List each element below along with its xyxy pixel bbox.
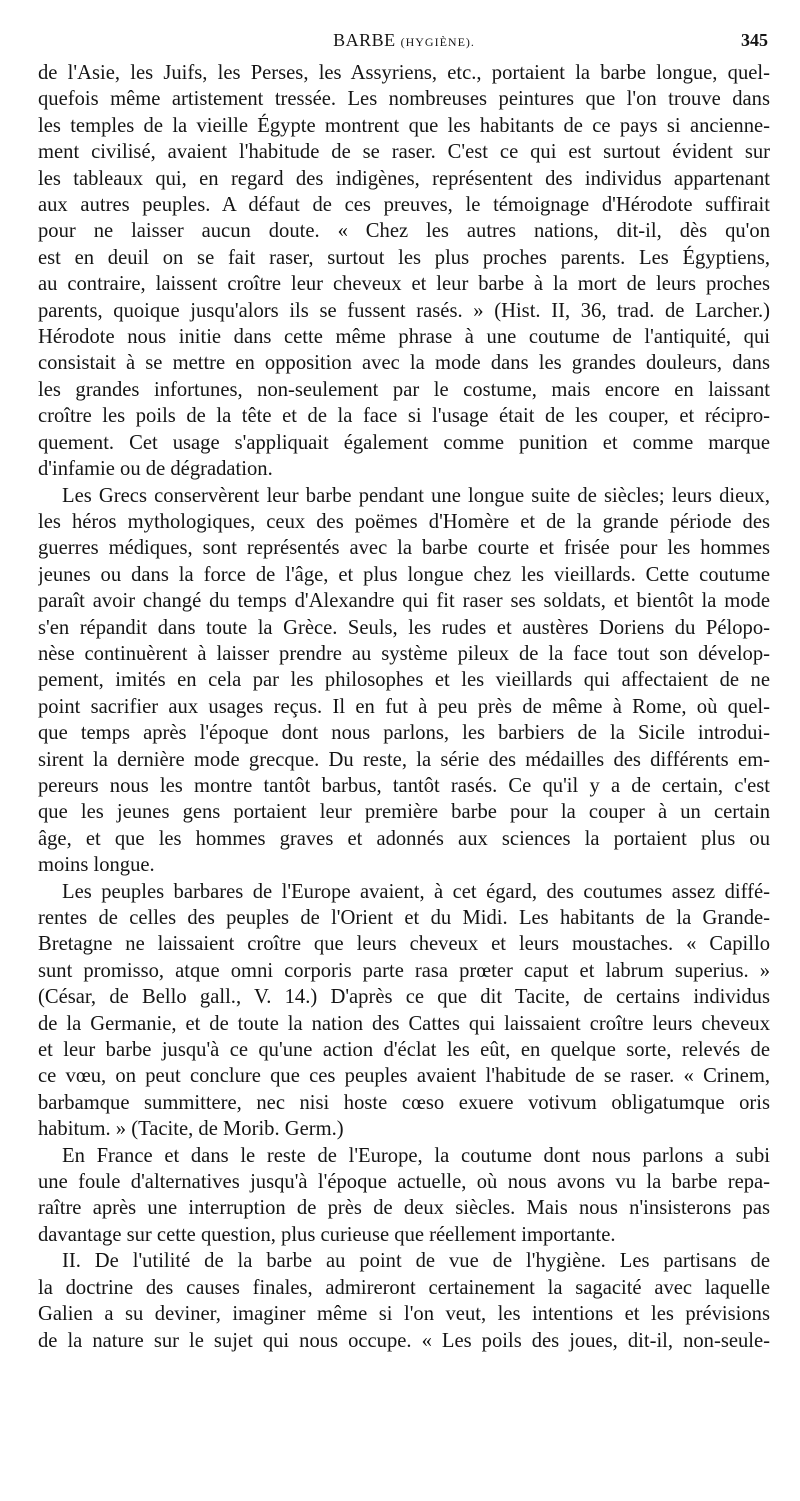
running-title-sub: (HYGIÈNE).: [400, 35, 475, 49]
text-line: Bretagne ne laissaient croître que leurs cheveux et leurs moustaches. « Capillo: [38, 933, 770, 956]
text-line: Les Grecs conservèrent leur barbe pendant une longue suite de siècles; leurs dieux,: [62, 484, 770, 507]
text-line: aux autres peuples. A défaut de ces preuves, le témoignage d'Hérodote suffirait: [38, 194, 770, 217]
text-line: quefois même artistement tressée. Les nombreuses peintures que l'on trouve dans: [38, 88, 770, 111]
text-line: et leur barbe jusqu'à ce qu'une action d'éclat les eût, en quelque sorte, relevés de: [38, 1039, 770, 1062]
text-line: les tableaux qui, en regard des indigènes, représentent des individus appartenant: [38, 167, 770, 190]
text-line: II. De l'utilité de la barbe au point de vue de l'hygiène. Les partisans de: [62, 1250, 770, 1273]
text-line: est en deuil on se fait raser, surtout les plus proches parents. Les Égyptiens,: [38, 246, 770, 269]
text-line: jeunes ou dans la force de l'âge, et plus longue chez les vieillards. Cette coutume: [38, 563, 770, 586]
text-line: parents, quoique jusqu'alors ils se fussent rasés. » (Hist. II, 36, trad. de Larcher.): [38, 299, 770, 322]
text-line: d'infamie ou de dégradation.: [38, 458, 273, 481]
text-line: s'en répandit dans toute la Grèce. Seuls, les rudes et austères Doriens du Pélopo-: [38, 616, 770, 639]
text-line: croître les poils de la tête et de la face si l'usage était de les couper, et récipro-: [38, 405, 770, 428]
text-line: quement. Cet usage s'appliquait également comme punition et comme marque: [38, 431, 770, 454]
book-page: [38, 28, 770, 1354]
text-line: (César, de Bello gall., V. 14.) D'après ce que dit Tacite, de certains individus: [38, 986, 770, 1009]
text-line: de la nature sur le sujet qui nous occupe. « Les poils des joues, dit-il, non-seule-: [38, 1329, 770, 1352]
page-number: 345: [741, 30, 768, 50]
text-line: Hérodote nous initie dans cette même phrase à une coutume de l'antiquité, qui: [38, 326, 770, 349]
text-line: de l'Asie, les Juifs, les Perses, les Assyriens, etc., portaient la barbe longue, quel-: [38, 62, 770, 84]
text-line: au contraire, laissent croître leur cheveux et leur barbe à la mort de leurs proches: [38, 273, 770, 296]
text-line: pement, imités en cela par les philosophes et les vieillards qui affectaient de ne: [38, 669, 770, 692]
text-line: les héros mythologiques, ceux des poëmes d'Homère et de la grande période des: [38, 510, 770, 533]
text-line: ment civilisé, avaient l'habitude de se raser. C'est ce qui est surtout évident sur: [38, 141, 770, 164]
text-line: rentes de celles des peuples de l'Orient et du Midi. Les habitants de la Grande-: [38, 907, 770, 929]
text-line: point sacrifier aux usages reçus. Il en fut à peu près de même à Rome, où quel-: [38, 695, 770, 718]
text-line: En France et dans le reste de l'Europe, la coutume dont nous parlons a subi: [62, 1144, 770, 1167]
text-line: paraît avoir changé du temps d'Alexandre qui fit raser ses soldats, et bientôt la mode: [38, 590, 770, 613]
text-line: moins longue.: [38, 854, 155, 877]
running-title-main: BARBE: [333, 30, 396, 50]
text-line: guerres médiques, sont représentés avec la barbe courte et frisée pour les hommes: [38, 537, 770, 560]
text-line: pour ne laisser aucun doute. « Chez les autres nations, dit-il, dès qu'on: [38, 220, 770, 243]
text-line: barbamque summittere, nec nisi hoste cœso exuere votivum obligatumque oris: [38, 1091, 770, 1114]
text-line: habitum. » (Tacite, de Morib. Germ.): [38, 1118, 344, 1141]
text-line: les grandes infortunes, non-seulement par le costume, mais encore en laissant: [38, 378, 770, 401]
text-line: nèse continuèrent à laisser prendre au système pileux de la face tout son dévelop-: [38, 642, 770, 665]
text-line: âge, et que les hommes graves et adonnés aux sciences la portaient plus ou: [38, 827, 770, 850]
text-line: Les peuples barbares de l'Europe avaient, à cet égard, des coutumes assez diffé-: [62, 880, 770, 903]
text-line: Galien a su deviner, imaginer même si l'on veut, les intentions et les prévisions: [38, 1303, 770, 1326]
running-title: [38, 30, 770, 51]
text-line: davantage sur cette question, plus curieuse que réellement importante.: [38, 1223, 616, 1246]
text-line: que les jeunes gens portaient leur première barbe pour la couper à un certain: [38, 801, 770, 824]
running-head: [38, 28, 770, 60]
text-line: consistait à se mettre en opposition avec la mode dans les grandes douleurs, dans: [38, 352, 770, 375]
text-line: sirent la dernière mode grecque. Du reste, la série des médailles des différents em-: [38, 748, 770, 771]
body-text: [38, 60, 770, 1354]
text-line: ce vœu, on peut conclure que ces peuples avaient l'habitude de se raser. « Crinem,: [38, 1065, 770, 1088]
text-line: que temps après l'époque dont nous parlons, les barbiers de la Sicile introdui-: [38, 722, 770, 745]
text-line: une foule d'alternatives jusqu'à l'époque actuelle, où nous avons vu la barbe repa-: [38, 1171, 770, 1194]
text-line: sunt promisso, atque omni corporis parte rasa prœter caput et labrum superius. »: [38, 959, 770, 982]
text-line: pereurs nous les montre tantôt barbus, tantôt rasés. Ce qu'il y a de certain, c'est: [38, 774, 770, 797]
text-line: les temples de la vieille Égypte montrent que les habitants de ce pays si ancienne-: [38, 114, 770, 137]
text-line: la doctrine des causes finales, admireront certainement la sagacité avec laquelle: [38, 1276, 770, 1299]
text-line: raître après une interruption de près de deux siècles. Mais nous n'insisterons pas: [38, 1197, 770, 1220]
text-line: de la Germanie, et de toute la nation des Cattes qui laissaient croître leurs cheveux: [38, 1012, 770, 1035]
